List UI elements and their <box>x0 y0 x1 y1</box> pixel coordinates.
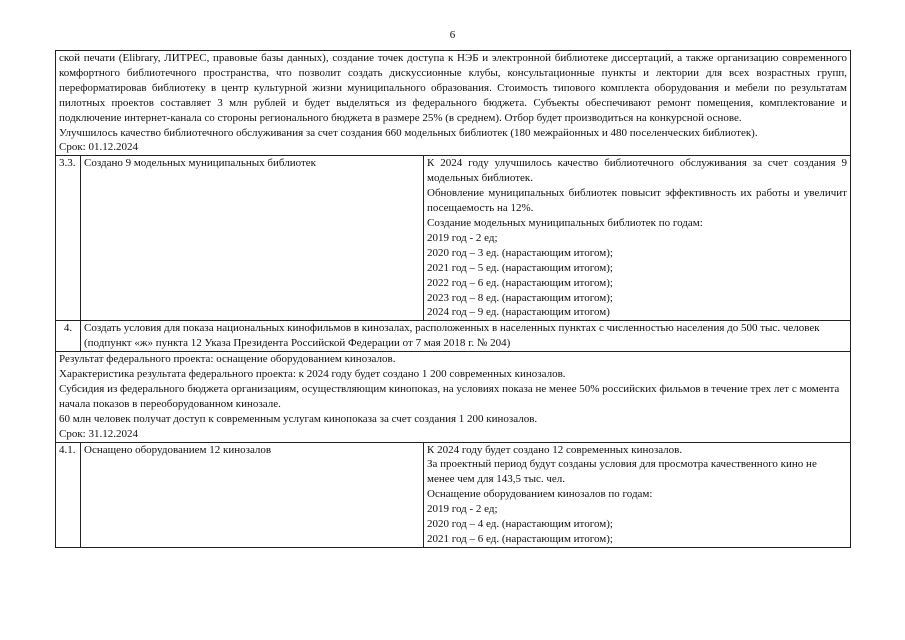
row-title: Создано 9 модельных муниципальных библиотек <box>81 156 424 321</box>
top-text-row <box>56 51 851 156</box>
row-title: Создать условия для показа национальных кинофильмов в кинозалах, расположенных в населенных пунктах с численностью населения до 500 тыс. человек (подпункт «ж» пункта 12 Указа Президента Российской Федерации от 7 мая 2018 г. № 204) <box>81 321 851 352</box>
paragraph: 60 млн человек получат доступ к современным услугам кинопоказа за счет создания 1 200 кинозалов. <box>59 412 538 425</box>
row-title: Оснащено оборудованием 12 кинозалов <box>81 442 424 547</box>
deadline: Срок: 01.12.2024 <box>59 141 138 154</box>
table-row-4-1 <box>56 442 851 547</box>
paragraph: Субсидия из федерального бюджета организациям, осуществляющим кинопоказ, на условиях показа не менее 50% российских фильмов в течение трех лет с момента начала показов в переоборудованном кинозале. <box>59 382 840 410</box>
table-row-3-3 <box>56 156 851 321</box>
description-line: 2023 год – 8 ед. (нарастающим итогом); <box>427 291 613 304</box>
description-line: За проектный период будут созданы условия для просмотра качественного кино не менее чем для 143,5 тыс. чел. <box>427 458 817 486</box>
description-line: К 2024 году будет создано 12 современных кинозалов. <box>427 443 683 456</box>
description-line: 2021 год – 5 ед. (нарастающим итогом); <box>427 261 613 274</box>
row-description <box>424 442 851 547</box>
block-4-text-row <box>56 352 851 442</box>
paragraph: Характеристика результата федерального проекта: к 2024 году будет создано 1 200 современных кинозалов. <box>59 368 566 381</box>
row-description <box>424 156 851 321</box>
description-line: Создание модельных муниципальных библиотек по годам: <box>427 216 703 229</box>
row-number: 4.1. <box>56 442 81 547</box>
block-4-text-cell <box>56 352 851 442</box>
description-line: 2019 год - 2 ед; <box>427 231 498 244</box>
description-line: 2021 год – 6 ед. (нарастающим итогом); <box>427 533 613 545</box>
description-line: 2019 год - 2 ед; <box>427 503 498 516</box>
paragraph: Улучшилось качество библиотечного обслуживания за счет создания 660 модельных библиотек (180 межрайонных и 480 поселенческих библиотек). <box>59 126 758 139</box>
description-line: 2020 год – 3 ед. (нарастающим итогом); <box>427 246 613 259</box>
page-number: 6 <box>449 29 456 41</box>
description-line: 2022 год – 6 ед. (нарастающим итогом); <box>427 276 613 289</box>
paragraph: ской печати (Elibrary, ЛИТРЕС, правовые базы данных), создание точек доступа к НЭБ и электронной библиотеке диссертаций, а также организацию современного комфортного библиотечного пространства, что позволит создать дискуссионные клубы, консультационные пункты и лектории для всех возрастных групп, переформатировав библиотеку в центр культурной жизни муниципального образования. Стоимость типового комплекта оборудования и мебели по результатам пилотных проектов составляет 3 млн рублей и будет выделяться из федерального бюджета. Субъекты обеспечивают ремонт помещения, комплектование и подключение интернет-канала со стороны регионального бюджета в размере 25% (в среднем). Отбор будет производиться на конкурсной основе. <box>59 52 847 124</box>
description-line: 2024 год – 9 ед. (нарастающим итогом) <box>427 306 610 319</box>
description-line: Обновление муниципальных библиотек повысит эффективность их работы и увеличит посещаемость на 12%. <box>427 187 847 215</box>
table-row-4 <box>56 321 851 352</box>
row-number: 4. <box>56 321 81 352</box>
top-text-cell <box>56 51 851 156</box>
description-line: Оснащение оборудованием кинозалов по годам: <box>427 488 653 501</box>
deadline: Срок: 31.12.2024 <box>59 427 138 440</box>
description-line: К 2024 году улучшилось качество библиотечного обслуживания за счет создания 9 модельных библиотек. <box>427 157 847 185</box>
document-table <box>55 50 851 548</box>
row-number: 3.3. <box>56 156 81 321</box>
description-line: 2020 год – 4 ед. (нарастающим итогом); <box>427 518 613 531</box>
paragraph: Результат федерального проекта: оснащение оборудованием кинозалов. <box>59 353 396 366</box>
